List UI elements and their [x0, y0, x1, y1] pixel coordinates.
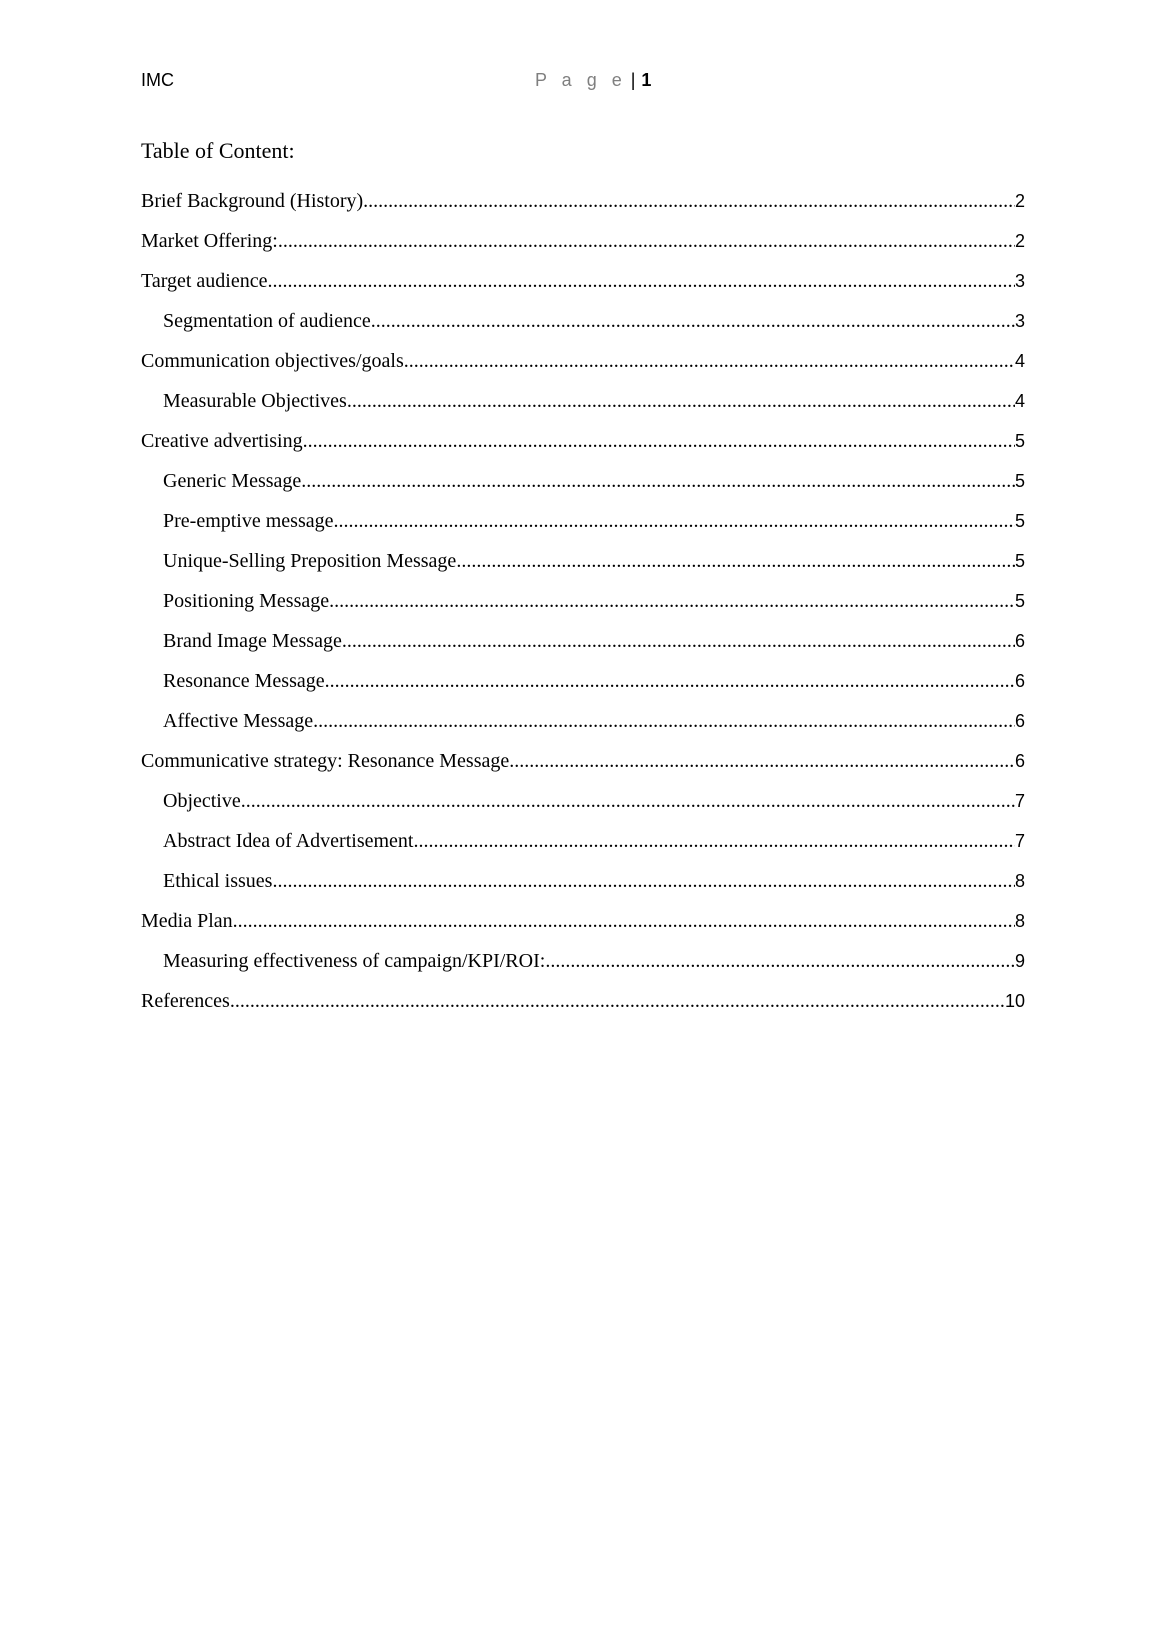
toc-entry[interactable]	[141, 270, 1025, 310]
toc-entry[interactable]	[141, 550, 1025, 590]
toc-entry[interactable]	[141, 670, 1025, 710]
toc-entry[interactable]	[141, 790, 1025, 830]
toc-entry-page: 8	[1014, 911, 1025, 931]
toc-dot-leader	[545, 950, 1015, 973]
toc-entry-page: 7	[1014, 791, 1025, 811]
toc-dot-leader	[371, 310, 1015, 333]
toc-entry-page: 5	[1014, 551, 1025, 571]
page-label: P a g e	[535, 70, 627, 90]
page-number: 1	[641, 70, 652, 90]
toc-entry-text: Target audience	[141, 270, 268, 292]
toc-entry-text: Resonance Message	[163, 670, 325, 692]
toc-dot-leader	[230, 990, 1005, 1013]
toc-entry-page: 4	[1014, 351, 1025, 371]
toc-entry-text: Affective Message	[163, 710, 314, 732]
toc-entry-page: 9	[1014, 951, 1025, 971]
toc-entry[interactable]	[141, 830, 1025, 870]
toc-dot-leader	[301, 470, 1015, 493]
toc-entry-text: Communicative strategy: Resonance Message	[141, 750, 510, 772]
toc-entry-text: Ethical issues	[163, 870, 273, 892]
toc-dot-leader	[268, 270, 1015, 293]
toc-dot-leader	[241, 790, 1015, 813]
page-separator: |	[630, 70, 636, 90]
toc-entry-text: Creative advertising	[141, 430, 303, 452]
toc-entry[interactable]	[141, 510, 1025, 550]
toc-dot-leader	[303, 430, 1015, 453]
toc-dot-leader	[313, 710, 1015, 733]
toc-entry-text: Abstract Idea of Advertisement	[163, 830, 414, 852]
toc-entry-text: Media Plan	[141, 910, 233, 932]
toc-dot-leader	[347, 390, 1015, 413]
toc-entry-page: 2	[1014, 191, 1025, 211]
toc-dot-leader	[325, 670, 1015, 693]
toc-entry-page: 6	[1014, 711, 1025, 731]
toc-dot-leader	[329, 590, 1015, 613]
page-indicator	[535, 70, 651, 91]
toc-entry[interactable]	[141, 430, 1025, 470]
toc-entry[interactable]	[141, 630, 1025, 670]
toc-entry[interactable]	[141, 950, 1025, 990]
header-title: IMC	[141, 70, 174, 90]
toc-entry[interactable]	[141, 470, 1025, 510]
toc-dot-leader	[272, 870, 1015, 893]
toc-dot-leader	[404, 350, 1015, 373]
toc-entry[interactable]	[141, 190, 1025, 230]
toc-entry[interactable]	[141, 870, 1025, 910]
toc-entry-text: Brand Image Message	[163, 630, 342, 652]
toc-entry-page: 5	[1014, 591, 1025, 611]
toc-entry-page: 6	[1014, 631, 1025, 651]
toc-entry-text: Market Offering:	[141, 230, 278, 252]
toc-entry[interactable]	[141, 710, 1025, 750]
toc-entry[interactable]	[141, 990, 1025, 1030]
table-of-contents	[141, 190, 1025, 1030]
toc-entry-page: 5	[1014, 471, 1025, 491]
toc-dot-leader	[342, 630, 1015, 653]
toc-entry-text: References	[141, 990, 230, 1012]
toc-entry[interactable]	[141, 310, 1025, 350]
toc-entry[interactable]	[141, 230, 1025, 270]
toc-entry-text: Pre-emptive message	[163, 510, 334, 532]
toc-entry-page: 3	[1014, 271, 1025, 291]
toc-entry[interactable]	[141, 350, 1025, 390]
toc-dot-leader	[363, 190, 1015, 213]
toc-entry-text: Communication objectives/goals	[141, 350, 404, 372]
toc-entry-text: Generic Message	[163, 470, 302, 492]
toc-entry[interactable]	[141, 590, 1025, 630]
toc-entry-page: 6	[1014, 751, 1025, 771]
toc-entry-page: 8	[1014, 871, 1025, 891]
toc-entry[interactable]	[141, 750, 1025, 790]
toc-entry-text: Objective	[163, 790, 241, 812]
page-header	[141, 70, 1021, 96]
toc-entry-page: 4	[1014, 391, 1025, 411]
toc-dot-leader	[278, 230, 1015, 253]
toc-entry[interactable]	[141, 390, 1025, 430]
toc-entry-text: Brief Background (History)	[141, 190, 364, 212]
toc-entry-page: 5	[1014, 431, 1025, 451]
toc-dot-leader	[334, 510, 1015, 533]
toc-entry-page: 7	[1014, 831, 1025, 851]
toc-entry-page: 10	[1004, 991, 1025, 1011]
toc-entry-page: 5	[1014, 511, 1025, 531]
toc-dot-leader	[456, 550, 1015, 573]
toc-entry[interactable]	[141, 910, 1025, 950]
toc-entry-text: Positioning Message	[163, 590, 330, 612]
toc-dot-leader	[233, 910, 1015, 933]
toc-entry-page: 2	[1014, 231, 1025, 251]
toc-dot-leader	[509, 750, 1015, 773]
toc-dot-leader	[413, 830, 1015, 853]
toc-title: Table of Content:	[141, 138, 295, 163]
toc-entry-text: Unique-Selling Preposition Message	[163, 550, 457, 572]
toc-entry-text: Measurable Objectives	[163, 390, 347, 412]
toc-entry-page: 3	[1014, 311, 1025, 331]
toc-entry-page: 6	[1014, 671, 1025, 691]
toc-entry-text: Segmentation of audience	[163, 310, 371, 332]
toc-entry-text: Measuring effectiveness of campaign/KPI/ROI:	[163, 950, 546, 972]
